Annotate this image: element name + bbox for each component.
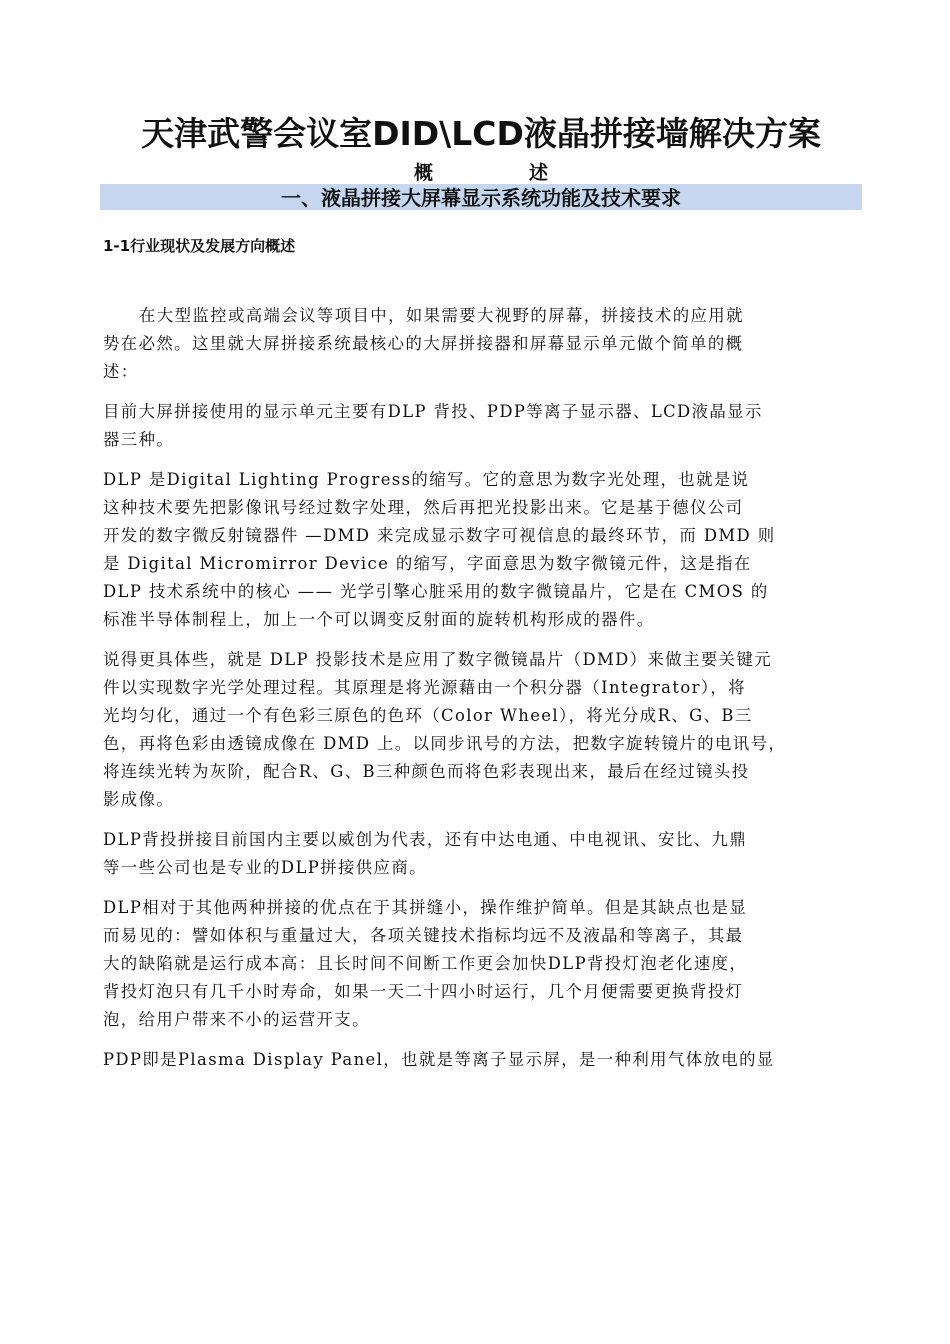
paragraph-line: DLP 是Digital Lighting Progress的缩写。它的意思为数字光处理，也就是说 [103,470,750,489]
paragraph-line: 目前大屏拼接使用的显示单元主要有DLP 背投、PDP等离子显示器、LCD液晶显示 [103,402,763,421]
paragraph-line: 色，再将色彩由透镜成像在 DMD 上。以同步讯号的方法，把数字旋转镜片的电讯号， [103,734,787,753]
paragraph [103,894,865,1034]
subheading: 1-1行业现状及发展方向概述 [103,237,296,255]
paragraph-line: 件以实现数字光学处理过程。其原理是将光源藉由一个积分器（Integrator），将 [103,678,747,697]
paragraph-line: 影成像。 [103,790,175,809]
paragraph-line: 将连续光转为灰阶，配合R、G、B三种颜色而将色彩表现出来，最后在经过镜头投 [103,762,750,781]
paragraph-line: 背投灯泡只有几千小时寿命，如果一天二十四小时运行，几个月便需要更换背投灯 [103,982,744,1001]
paragraph [103,302,865,386]
subtitle-char-left: 概 [413,162,433,184]
document-title: 天津武警会议室DID\LCD液晶拼接墙解决方案 [141,114,821,153]
paragraph-line: DLP相对于其他两种拼接的优点在于其拼缝小，操作维护简单。但是其缺点也是显 [103,898,748,917]
paragraph-line: 标准半导体制程上，加上一个可以调变反射面的旋转机构形成的器件。 [103,610,655,629]
paragraph-line: 等一些公司也是专业的DLP拼接供应商。 [103,858,427,877]
paragraph-line: 势在必然。这里就大屏拼接系统最核心的大屏拼接器和屏幕显示单元做个简单的概 [103,334,744,353]
paragraph-line: 而易见的：譬如体积与重量过大，各项关键技术指标均远不及液晶和等离子，其最 [103,926,744,945]
overview-subtitle [100,161,862,185]
paragraph-line: 是 Digital Micromirror Device 的缩写，字面意思为数字微镜元件，这是指在 [103,554,752,573]
paragraph [103,1046,865,1074]
paragraph-line: 说得更具体些，就是 DLP 投影技术是应用了数字微镜晶片（DMD）来做主要关键元 [103,650,773,669]
paragraph-line: 大的缺陷就是运行成本高：且长时间不间断工作更会加快DLP背投灯泡老化速度， [103,954,748,973]
paragraph-line: 开发的数字微反射镜器件 —DMD 来完成显示数字可视信息的最终环节，而 DMD 则 [103,526,776,545]
paragraph-line: 在大型监控或高端会议等项目中，如果需要大视野的屏幕，拼接技术的应用就 [139,306,744,325]
paragraph-line: 泡，给用户带来不小的运营开支。 [103,1010,370,1029]
paragraph-line: DLP 技术系统中的核心 —— 光学引擎心脏采用的数字微镜晶片，它是在 CMOS 的 [103,582,769,601]
paragraph [103,466,865,634]
paragraph-line: PDP即是Plasma Display Panel，也就是等离子显示屏，是一种利用气体放电的显 [103,1050,775,1069]
document-body [103,302,865,1074]
paragraph-line: 器三种。 [103,430,175,449]
subtitle-char-right: 述 [529,162,549,184]
paragraph-line: 光均匀化，通过一个有色彩三原色的色环（Color Wheel），将光分成R、G、B三 [103,706,753,725]
section-heading: 一、液晶拼接大屏幕显示系统功能及技术要求 [100,184,862,210]
paragraph-line: 这种技术要先把影像讯号经过数字处理，然后再把光投影出来。它是基于德仪公司 [103,498,744,517]
paragraph [103,398,865,454]
paragraph [103,826,865,882]
paragraph-line: 述： [103,362,139,381]
paragraph-line: DLP背投拼接目前国内主要以威创为代表，还有中达电通、中电视讯、安比、九鼎 [103,830,748,849]
paragraph [103,646,865,814]
